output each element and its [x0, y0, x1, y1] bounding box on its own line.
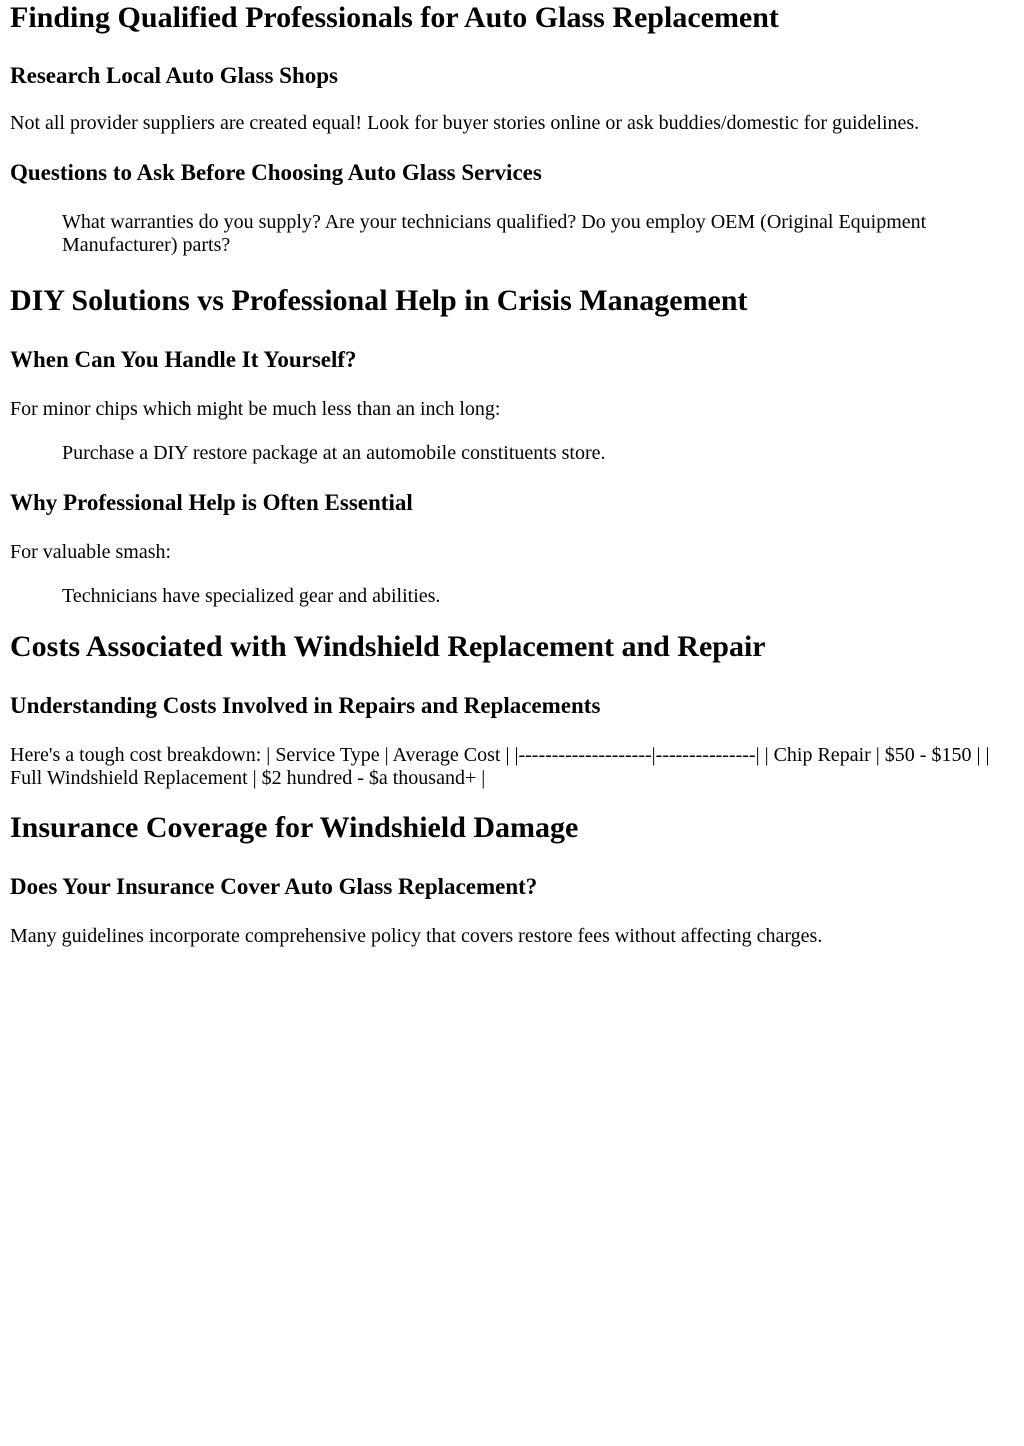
paragraph-insurance-policy: Many guidelines incorporate comprehensive policy that covers restore fees without affecting charges. [10, 925, 823, 947]
section-heading-diy-vs-professional: DIY Solutions vs Professional Help in Crisis Management [10, 284, 748, 317]
section-heading-finding-professionals: Finding Qualified Professionals for Auto Glass Replacement [10, 1, 779, 34]
paragraph-valuable-smash: For valuable smash: [10, 541, 172, 563]
subheading-understanding-costs: Understanding Costs Involved in Repairs and Replacements [10, 693, 601, 718]
subheading-handle-yourself: When Can You Handle It Yourself? [10, 347, 357, 372]
subheading-research-local-shops: Research Local Auto Glass Shops [10, 63, 339, 88]
section-heading-insurance: Insurance Coverage for Windshield Damage [10, 811, 579, 844]
paragraph-cost-breakdown: Here's a tough cost breakdown: | Service Type | Average Cost | |--------------------|---------------| | Chip Repair | $50 - $150 | | Full Windshield Replacement | $2 hundred - $a thousand+ | [10, 744, 990, 789]
subheading-professional-help: Why Professional Help is Often Essential [10, 490, 413, 515]
paragraph-research-local-shops: Not all provider suppliers are created equal! Look for buyer stories online or ask buddies/domestic for guidelines. [10, 112, 920, 134]
paragraph-minor-chips: For minor chips which might be much less than an inch long: [10, 398, 501, 420]
section-heading-costs: Costs Associated with Windshield Replacement and Repair [10, 630, 766, 663]
blockquote-diy-kit: Purchase a DIY restore package at an automobile constituents store. [62, 442, 606, 464]
subheading-questions-to-ask: Questions to Ask Before Choosing Auto Glass Services [10, 160, 542, 185]
subheading-insurance-cover: Does Your Insurance Cover Auto Glass Replacement? [10, 874, 538, 899]
blockquote-technicians: Technicians have specialized gear and abilities. [62, 585, 441, 607]
blockquote-questions: What warranties do you supply? Are your technicians qualified? Do you employ OEM (Original Equipment Manufacturer) parts? [62, 211, 927, 256]
